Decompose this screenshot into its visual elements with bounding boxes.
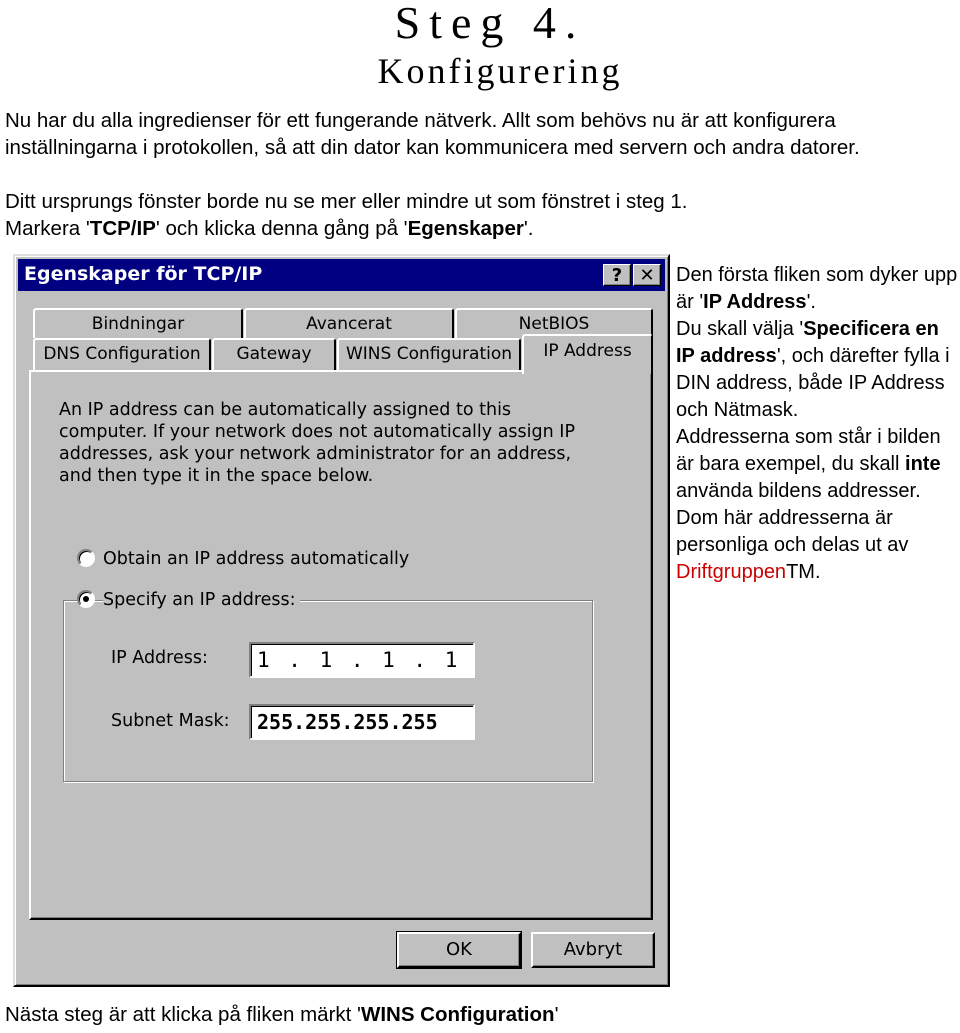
dialog-titlebar[interactable] [18,259,665,291]
radio-button-icon [77,590,95,608]
intro-paragraph: Nu har du alla ingredienser för ett fungerande nätverk. Allt som behövs nu är att konfigurera inställningarna i protokollen, så att din dator kan kommunicera med servern och andra datorer. [5,109,860,159]
tab-ip-address[interactable]: IP Address [522,334,653,374]
text-segment: använda bildens addresser. Dom här addresserna är personliga och delas ut av [676,480,921,556]
wins-configuration-emphasis: WINS Configuration [360,1003,555,1026]
text-segment: Addresserna som står i bilden är bara exempel, du skall [676,426,941,475]
text-segment: '. [523,217,534,240]
ip-address-field[interactable]: 1 . 1 . 1 . 1 [249,642,475,678]
ip-address-label: IP Address: [111,648,208,668]
text-segment: ', och därefter fylla i DIN address, både IP Address och Nätmask. [676,345,950,421]
help-button[interactable]: ? [603,264,631,286]
radio-label: Specify an IP address: [103,589,300,611]
text-segment: ' [554,1003,559,1026]
text-segment: Den första fliken som dyker upp är ' [676,264,958,313]
specify-ip-group [63,600,593,782]
text-segment: Du skall välja ' [676,318,804,340]
tab-netbios[interactable]: NetBIOS [455,308,653,338]
radio-button-icon [77,549,95,567]
subnet-mask-label: Subnet Mask: [111,711,230,731]
next-step-note [5,1003,558,1027]
text-segment: Markera ' [5,217,90,240]
tab-gateway[interactable]: Gateway [212,338,336,370]
page-subtitle: Konfigurering [377,51,623,91]
specificera-emphasis: Specificera en IP address [676,318,939,367]
close-icon[interactable]: ✕ [633,264,661,286]
intro-paragraph-2: Ditt ursprungs fönster borde nu se mer eller mindre ut som fönstret i steg 1. [5,190,688,213]
intro-instruction [5,215,955,242]
tcpip-properties-dialog [13,254,670,987]
tab-dns-configuration[interactable]: DNS Configuration [33,338,211,370]
egenskaper-emphasis: Egenskaper [407,217,524,240]
ip-address-emphasis: IP Address [703,291,807,313]
radio-selected-dot [83,596,89,602]
tab-bindningar[interactable]: Bindningar [33,308,243,338]
page-title: Steg 4. [394,0,586,48]
ok-button[interactable]: OK [397,932,521,968]
ip-info-text: An IP address can be automatically assigned to this computer. If your network does not automatically assign IP addresses, ask your network administrator for an address, and then type it in the space below. [59,400,575,486]
text-segment: ' och klicka denna gång på ' [155,217,408,240]
tcpip-emphasis: TCP/IP [89,217,156,240]
driftgruppen-highlight: Driftgruppen [676,561,787,583]
radio-label: Obtain an IP address automatically [103,549,410,569]
text-segment: TM. [786,561,821,583]
text-segment: Nästa steg är att klicka på fliken märkt ' [5,1003,361,1026]
tab-avancerat[interactable]: Avancerat [244,308,454,338]
text-segment: '. [806,291,816,313]
tab-wins-configuration[interactable]: WINS Configuration [337,338,521,370]
cancel-button[interactable]: Avbryt [531,932,655,968]
side-explanation [676,262,958,586]
dialog-title: Egenskaper för TCP/IP [24,263,263,285]
subnet-mask-field[interactable]: 255.255.255.255 [249,704,475,740]
inte-emphasis: inte [905,453,941,475]
